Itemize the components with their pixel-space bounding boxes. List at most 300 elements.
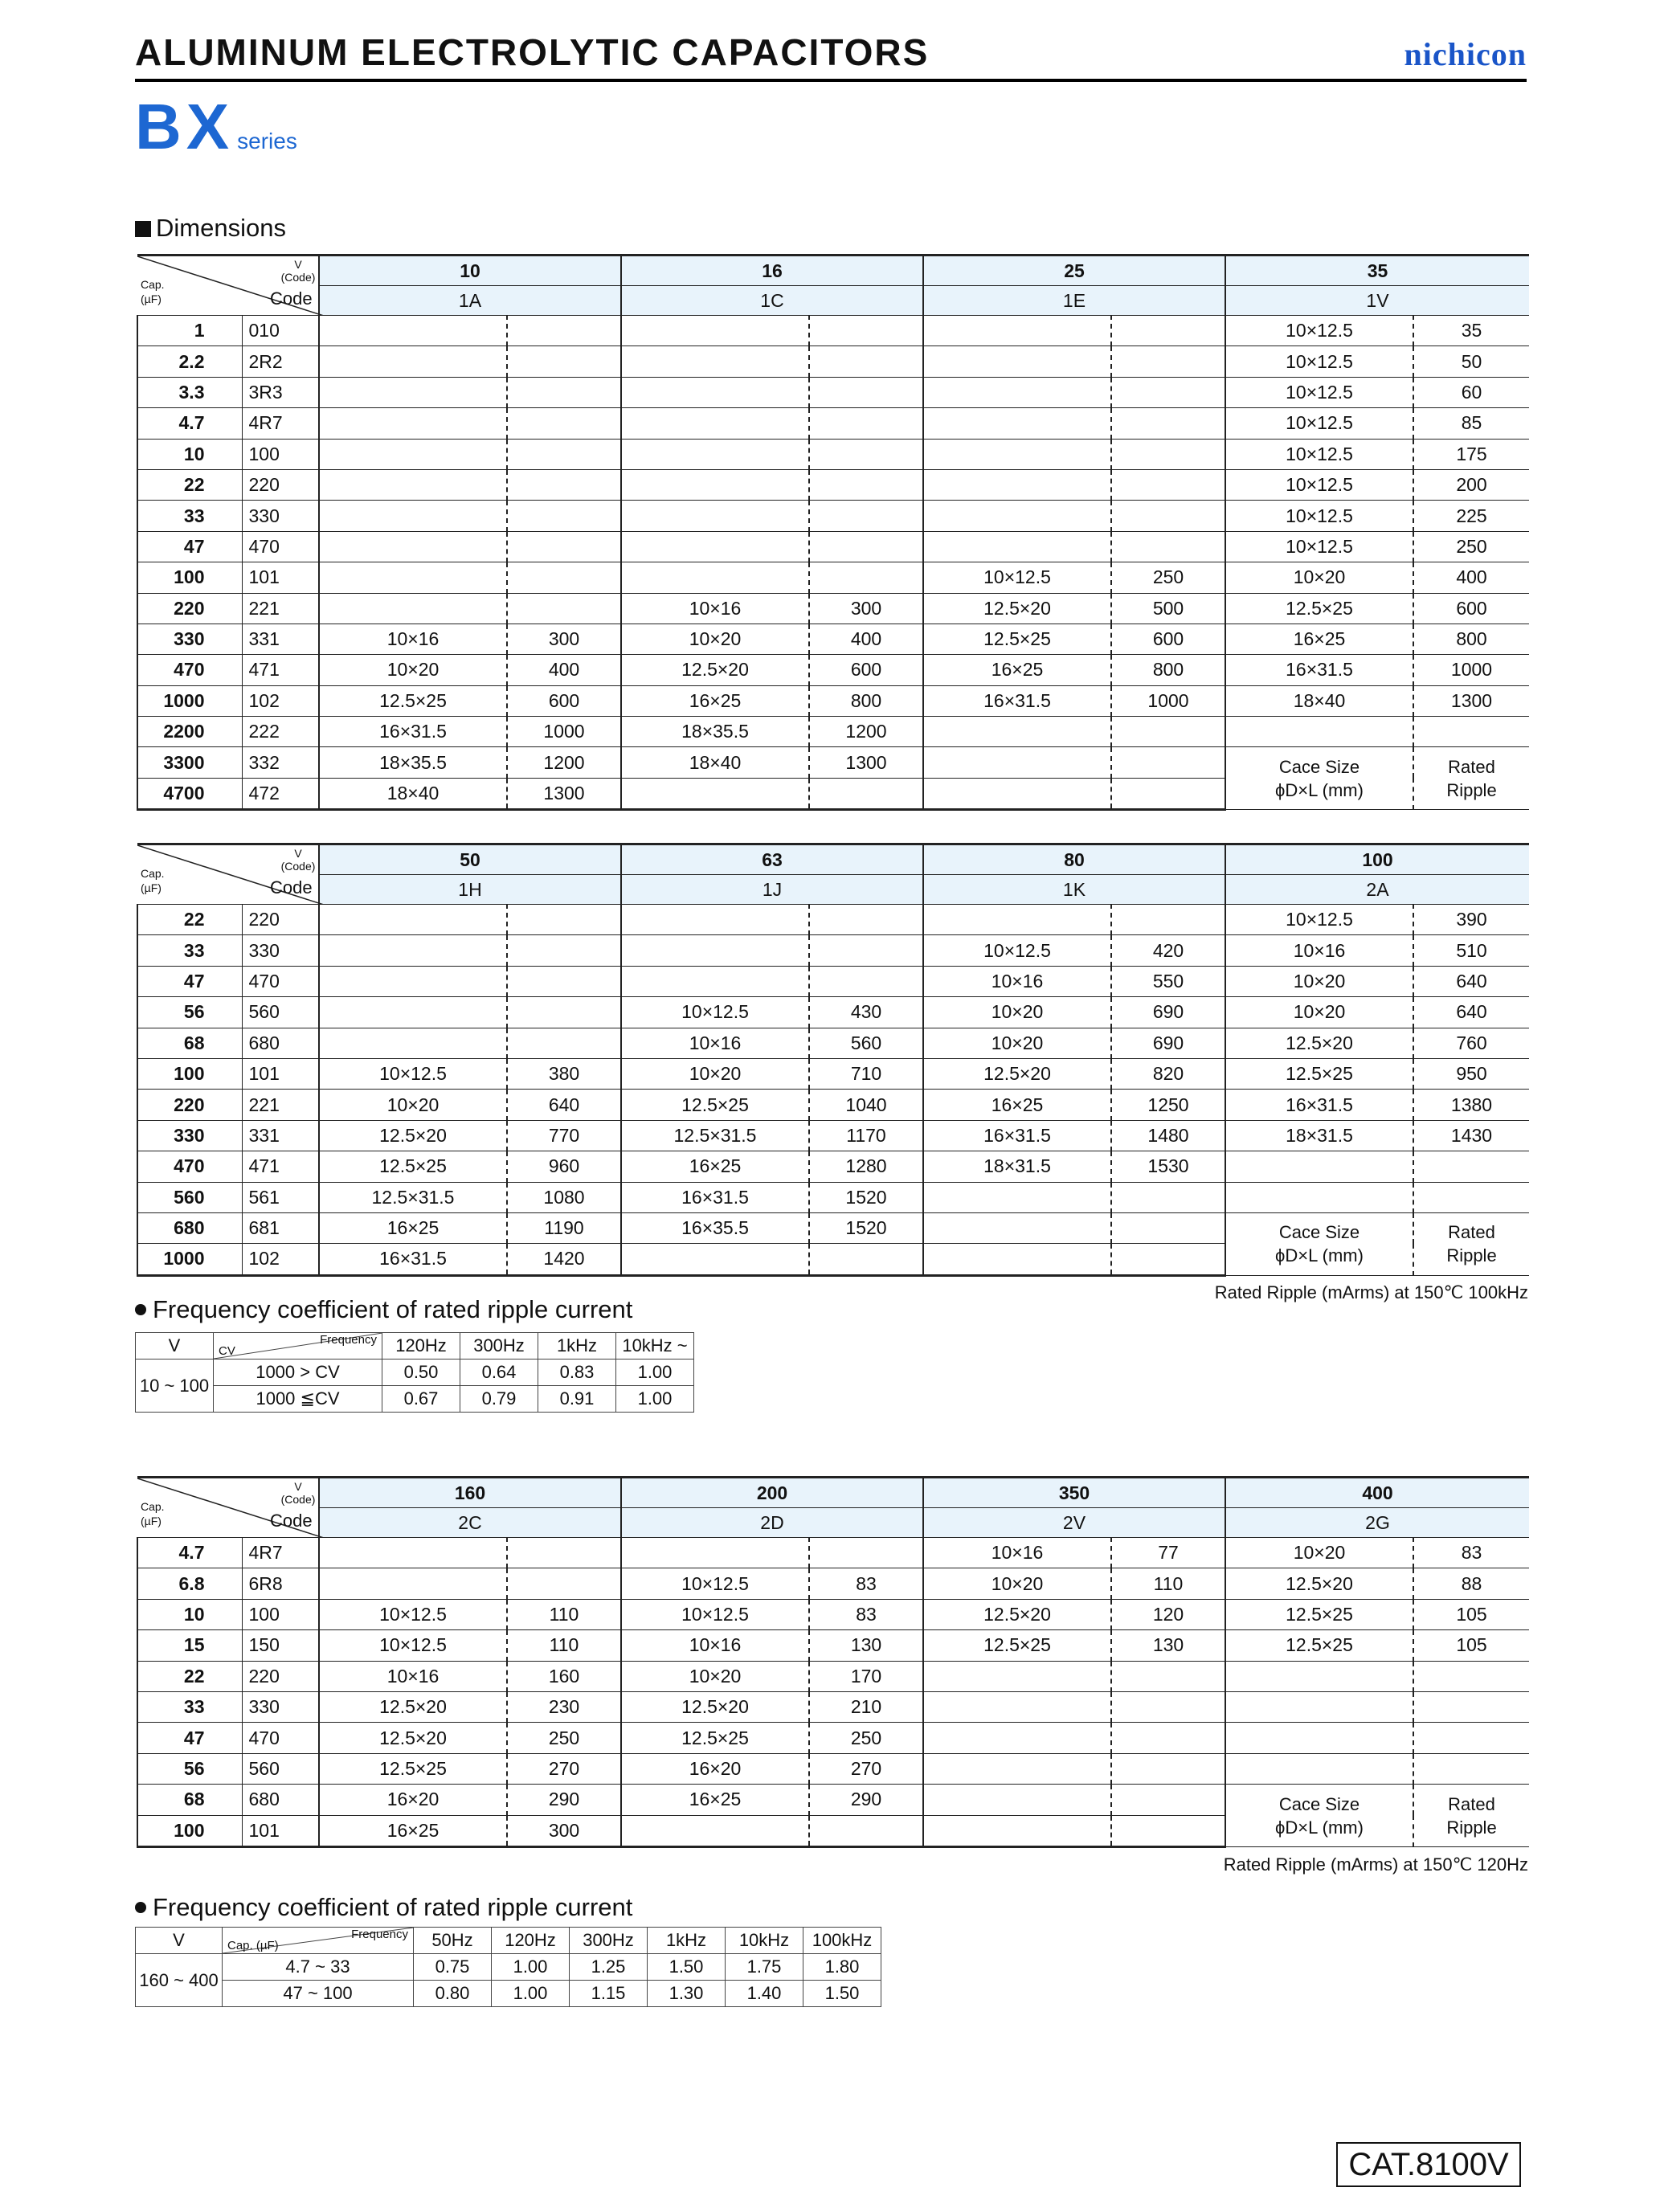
- case-size-cell: 18×40: [319, 778, 507, 809]
- case-size-cell: 16×31.5: [1225, 655, 1413, 685]
- ripple-cell: 1190: [507, 1212, 621, 1243]
- catalog-number: CAT.8100V: [1336, 2142, 1521, 2187]
- ripple-cell: [809, 1538, 923, 1568]
- ripple-cell: 640: [507, 1090, 621, 1120]
- case-size-cell: 16×25: [923, 1090, 1111, 1120]
- ripple-cell: 1430: [1413, 1120, 1529, 1151]
- frequency-header: 100kHz: [803, 1928, 881, 1954]
- ripple-cell: 110: [1111, 1568, 1225, 1599]
- ripple-cell: 105: [1413, 1599, 1529, 1629]
- ripple-cell: 1200: [507, 747, 621, 778]
- case-size-cell: 16×31.5: [319, 717, 507, 747]
- capacitance-cell: 3.3: [137, 377, 242, 407]
- coefficient-cell: 1.00: [616, 1360, 694, 1386]
- table-row: [137, 1058, 1529, 1089]
- case-size-cell: 10×16: [1225, 935, 1413, 966]
- row-label-cell: 1000 > CV: [214, 1360, 382, 1386]
- case-size-cell: [319, 531, 507, 562]
- ripple-cell: [809, 469, 923, 500]
- ripple-cell: [507, 439, 621, 469]
- voltage-header: 25: [923, 256, 1225, 286]
- ripple-cell: 1300: [809, 747, 923, 778]
- case-size-cell: [319, 408, 507, 439]
- table-row: [137, 966, 1529, 996]
- case-size-cell: 10×20: [621, 1661, 809, 1691]
- case-size-cell: 16×25: [621, 1151, 809, 1182]
- case-size-cell: [923, 1212, 1111, 1243]
- cap-code-cell: 220: [242, 469, 319, 500]
- cap-code-cell: 471: [242, 1151, 319, 1182]
- row-label-cell: 1000 ≦CV: [214, 1386, 382, 1413]
- ripple-cell: [809, 1815, 923, 1846]
- freq-corner-header: [223, 1928, 414, 1954]
- table-row: [137, 501, 1529, 531]
- row-key-label: Cap. (µF): [227, 1939, 279, 1952]
- table-row: [137, 624, 1529, 654]
- legend-case-size-line1: Cace Size: [1278, 1222, 1360, 1243]
- case-size-cell: 10×12.5: [319, 1058, 507, 1089]
- case-size-cell: [923, 1244, 1111, 1275]
- row-label-cell: 4.7 ~ 33: [223, 1954, 414, 1981]
- frequency-header: 120Hz: [382, 1333, 460, 1360]
- cap-code-cell: 470: [242, 1723, 319, 1753]
- cap-code-cell: 101: [242, 1058, 319, 1089]
- cap-code-cell: 220: [242, 905, 319, 935]
- cap-code-cell: 2R2: [242, 346, 319, 377]
- ripple-cell: [507, 593, 621, 624]
- ripple-cell: [809, 439, 923, 469]
- table-row: [137, 1090, 1529, 1120]
- case-size-cell: 12.5×20: [923, 593, 1111, 624]
- case-size-cell: [621, 935, 809, 966]
- cap-title: Cap.: [141, 867, 165, 880]
- frequency-label: Frequency: [320, 1333, 377, 1347]
- cap-code-cell: 102: [242, 1244, 319, 1275]
- cap-code-cell: 331: [242, 624, 319, 654]
- capacitance-cell: 4.7: [137, 408, 242, 439]
- ripple-cell: 170: [809, 1661, 923, 1691]
- ripple-cell: 130: [809, 1630, 923, 1661]
- table-row: [137, 439, 1529, 469]
- ripple-cell: [1111, 778, 1225, 809]
- ripple-cell: [809, 531, 923, 562]
- voltage-header-row: [137, 256, 1529, 286]
- voltage-code-header: 1A: [319, 286, 621, 316]
- ripple-cell: 250: [1413, 531, 1529, 562]
- ripple-cell: 1480: [1111, 1120, 1225, 1151]
- ripple-cell: 250: [507, 1723, 621, 1753]
- case-size-cell: [621, 966, 809, 996]
- legend-case-size: [1225, 747, 1413, 810]
- case-size-cell: [319, 469, 507, 500]
- case-size-cell: 12.5×31.5: [319, 1182, 507, 1212]
- table-row: [137, 1212, 1529, 1243]
- table-row: [137, 562, 1529, 593]
- ripple-cell: 560: [809, 1028, 923, 1058]
- ripple-cell: [1111, 377, 1225, 407]
- ripple-cell: [809, 966, 923, 996]
- case-size-cell: 16×20: [319, 1785, 507, 1815]
- capacitance-cell: 100: [137, 1058, 242, 1089]
- capacitance-cell: 47: [137, 966, 242, 996]
- voltage-code-header: 1C: [621, 286, 923, 316]
- table-row: [137, 655, 1529, 685]
- cap-unit: (µF): [141, 1515, 162, 1527]
- case-size-cell: [923, 439, 1111, 469]
- case-size-cell: 10×16: [319, 1661, 507, 1691]
- case-size-cell: 10×20: [1225, 966, 1413, 996]
- capacitance-cell: 3300: [137, 747, 242, 778]
- series-name: [135, 90, 297, 164]
- coefficient-cell: 0.50: [382, 1360, 460, 1386]
- cap-code-cell: 101: [242, 1815, 319, 1846]
- capacitance-cell: 10: [137, 1599, 242, 1629]
- cap-code-cell: 471: [242, 655, 319, 685]
- case-size-cell: 12.5×25: [1225, 1058, 1413, 1089]
- table-row: [137, 1182, 1529, 1212]
- coefficient-cell: 1.75: [726, 1954, 803, 1981]
- case-size-cell: 10×12.5: [319, 1630, 507, 1661]
- cap-label: [141, 277, 165, 306]
- cap-code-cell: 561: [242, 1182, 319, 1212]
- case-size-cell: 10×12.5: [1225, 346, 1413, 377]
- case-size-cell: 10×12.5: [621, 1599, 809, 1629]
- voltage-header: 63: [621, 844, 923, 875]
- coefficient-cell: 0.64: [460, 1360, 538, 1386]
- ripple-cell: [507, 935, 621, 966]
- cap-code-cell: 100: [242, 439, 319, 469]
- cap-code-cell: 681: [242, 1212, 319, 1243]
- ripple-cell: 1420: [507, 1244, 621, 1275]
- coefficient-cell: 0.91: [538, 1386, 616, 1413]
- case-size-cell: [923, 531, 1111, 562]
- ripple-cell: [507, 408, 621, 439]
- case-size-cell: 12.5×20: [923, 1058, 1111, 1089]
- ripple-cell: [809, 935, 923, 966]
- voltage-code-header: 1J: [621, 875, 923, 905]
- case-size-cell: 16×25: [319, 1212, 507, 1243]
- case-size-cell: [923, 1182, 1111, 1212]
- case-size-cell: 16×25: [621, 1785, 809, 1815]
- ripple-cell: [1413, 1723, 1529, 1753]
- table-corner-header: [137, 256, 319, 316]
- case-size-cell: 10×20: [319, 655, 507, 685]
- case-size-cell: 10×20: [1225, 562, 1413, 593]
- legend-case-size-line1: Cace Size: [1278, 756, 1360, 777]
- case-size-cell: 10×12.5: [319, 1599, 507, 1629]
- case-size-cell: [319, 501, 507, 531]
- ripple-cell: [1111, 1691, 1225, 1722]
- ripple-cell: [507, 501, 621, 531]
- case-size-cell: 12.5×20: [319, 1723, 507, 1753]
- case-size-cell: 12.5×25: [319, 1151, 507, 1182]
- cap-code-cell: 221: [242, 1090, 319, 1120]
- frequency-header: 300Hz: [460, 1333, 538, 1360]
- ripple-cell: [809, 501, 923, 531]
- ripple-cell: 1170: [809, 1120, 923, 1151]
- legend-ripple-line1: Rated: [1448, 1793, 1495, 1814]
- case-size-cell: [1225, 717, 1413, 747]
- ripple-cell: 60: [1413, 377, 1529, 407]
- ripple-cell: [1111, 531, 1225, 562]
- case-size-cell: 10×12.5: [1225, 439, 1413, 469]
- capacitance-cell: 220: [137, 1090, 242, 1120]
- coefficient-cell: 0.75: [414, 1954, 492, 1981]
- case-size-cell: 12.5×25: [319, 685, 507, 716]
- cap-code-cell: 560: [242, 1753, 319, 1784]
- case-size-cell: 10×12.5: [1225, 377, 1413, 407]
- capacitance-cell: 680: [137, 1212, 242, 1243]
- case-size-cell: [621, 1538, 809, 1568]
- ripple-cell: 300: [507, 1815, 621, 1846]
- cap-label: [141, 866, 165, 895]
- case-size-cell: 10×12.5: [1225, 531, 1413, 562]
- cap-title: Cap.: [141, 1500, 165, 1513]
- voltage-code-header: 1E: [923, 286, 1225, 316]
- voltage-header-row: [137, 844, 1529, 875]
- frequency-header: 120Hz: [492, 1928, 570, 1954]
- ripple-cell: 1000: [1111, 685, 1225, 716]
- ripple-cell: 640: [1413, 966, 1529, 996]
- coefficient-cell: 1.30: [648, 1981, 726, 2007]
- table-row: [137, 1785, 1529, 1815]
- ripple-cell: 290: [507, 1785, 621, 1815]
- ripple-cell: 820: [1111, 1058, 1225, 1089]
- case-size-cell: 10×12.5: [1225, 905, 1413, 935]
- ripple-cell: 800: [1111, 655, 1225, 685]
- case-size-cell: [319, 562, 507, 593]
- voltage-header: 50: [319, 844, 621, 875]
- table-row: [137, 469, 1529, 500]
- cap-code-cell: 4R7: [242, 1538, 319, 1568]
- case-size-cell: 12.5×25: [923, 624, 1111, 654]
- case-size-cell: 12.5×25: [621, 1090, 809, 1120]
- case-size-cell: 18×40: [621, 747, 809, 778]
- coefficient-cell: 1.00: [616, 1386, 694, 1413]
- capacitance-cell: 68: [137, 1028, 242, 1058]
- table-row: [137, 531, 1529, 562]
- bullet-icon: [135, 1304, 146, 1315]
- ripple-cell: 380: [507, 1058, 621, 1089]
- case-size-cell: 16×25: [621, 685, 809, 716]
- ripple-cell: 210: [809, 1691, 923, 1722]
- dimensions-heading: Dimensions: [135, 214, 286, 243]
- voltage-header: 350: [923, 1478, 1225, 1508]
- ripple-cell: 50: [1413, 346, 1529, 377]
- case-size-cell: [621, 501, 809, 531]
- ripple-cell: [809, 346, 923, 377]
- case-size-cell: [319, 377, 507, 407]
- case-size-cell: 12.5×25: [1225, 1599, 1413, 1629]
- voltage-header: 16: [621, 256, 923, 286]
- voltage-code-header: 2C: [319, 1508, 621, 1538]
- legend-case-size-line2: ϕD×L (mm): [1275, 779, 1364, 800]
- case-size-cell: [319, 316, 507, 346]
- ripple-cell: 77: [1111, 1538, 1225, 1568]
- capacitance-cell: 4700: [137, 778, 242, 809]
- ripple-cell: 600: [1111, 624, 1225, 654]
- voltage-code-header: 2V: [923, 1508, 1225, 1538]
- case-size-cell: 16×31.5: [923, 1120, 1111, 1151]
- ripple-cell: 510: [1413, 935, 1529, 966]
- case-size-cell: 10×20: [923, 1568, 1111, 1599]
- case-size-cell: [923, 1785, 1111, 1815]
- frequency-header: 1kHz: [648, 1928, 726, 1954]
- legend-rated-ripple: [1413, 1212, 1529, 1275]
- ripple-cell: 300: [809, 593, 923, 624]
- ripple-cell: 225: [1413, 501, 1529, 531]
- case-size-cell: [319, 346, 507, 377]
- capacitance-cell: 330: [137, 624, 242, 654]
- case-size-cell: 16×20: [621, 1753, 809, 1784]
- legend-case-size: [1225, 1212, 1413, 1275]
- cap-code-cell: 330: [242, 935, 319, 966]
- row-label-cell: 47 ~ 100: [223, 1981, 414, 2007]
- capacitance-cell: 56: [137, 1753, 242, 1784]
- case-size-cell: 10×12.5: [621, 1568, 809, 1599]
- cap-code-cell: 102: [242, 685, 319, 716]
- table-row: [137, 316, 1529, 346]
- legend-ripple-line1: Rated: [1448, 756, 1495, 777]
- ripple-cell: 640: [1413, 997, 1529, 1028]
- table-row: [137, 1120, 1529, 1151]
- table-corner-header: [137, 844, 319, 905]
- case-size-cell: 12.5×20: [621, 655, 809, 685]
- case-size-cell: 16×25: [319, 1815, 507, 1846]
- code-label: Code: [270, 288, 313, 309]
- case-size-cell: [923, 1723, 1111, 1753]
- dimensions-table-10-35v: [137, 254, 1529, 811]
- ripple-cell: 1200: [809, 717, 923, 747]
- case-size-cell: 16×31.5: [923, 685, 1111, 716]
- ripple-cell: [1111, 717, 1225, 747]
- legend-ripple-line2: Ripple: [1446, 1245, 1497, 1266]
- coefficient-cell: 0.80: [414, 1981, 492, 2007]
- ripple-cell: [507, 1538, 621, 1568]
- legend-case-size-line1: Cace Size: [1278, 1793, 1360, 1814]
- cap-code-cell: 331: [242, 1120, 319, 1151]
- voltage-header: 400: [1225, 1478, 1529, 1508]
- ripple-cell: 1040: [809, 1090, 923, 1120]
- voltage-code-header: 2A: [1225, 875, 1529, 905]
- capacitance-cell: 47: [137, 1723, 242, 1753]
- case-size-cell: [621, 778, 809, 809]
- table-row: [137, 1151, 1529, 1182]
- legend-ripple-line1: Rated: [1448, 1222, 1495, 1243]
- ripple-cell: 1000: [507, 717, 621, 747]
- coefficient-cell: 1.80: [803, 1954, 881, 1981]
- frequency-label: Frequency: [351, 1928, 408, 1941]
- coefficient-cell: 0.79: [460, 1386, 538, 1413]
- ripple-cell: 110: [507, 1630, 621, 1661]
- ripple-cell: 1520: [809, 1182, 923, 1212]
- case-size-cell: [1225, 1661, 1413, 1691]
- rated-ripple-note-100khz: Rated Ripple (mArms) at 150℃ 100kHz: [1214, 1282, 1528, 1302]
- ripple-cell: [1111, 1182, 1225, 1212]
- cap-label: [141, 1499, 165, 1528]
- ripple-cell: [1111, 1212, 1225, 1243]
- case-size-cell: 10×16: [621, 1028, 809, 1058]
- voltage-code-header: 2G: [1225, 1508, 1529, 1538]
- coefficient-cell: 0.67: [382, 1386, 460, 1413]
- case-size-cell: [621, 1815, 809, 1846]
- square-bullet-icon: [135, 221, 151, 237]
- case-size-cell: 12.5×20: [319, 1691, 507, 1722]
- code-header-row: [137, 286, 1529, 316]
- ripple-cell: 130: [1111, 1630, 1225, 1661]
- ripple-cell: [1111, 501, 1225, 531]
- case-size-cell: [621, 439, 809, 469]
- case-size-cell: [319, 966, 507, 996]
- capacitance-cell: 33: [137, 1691, 242, 1722]
- case-size-cell: [923, 316, 1111, 346]
- capacitance-cell: 100: [137, 1815, 242, 1846]
- table-row: [137, 1630, 1529, 1661]
- ripple-cell: [1111, 346, 1225, 377]
- ripple-cell: 400: [1413, 562, 1529, 593]
- case-size-cell: [923, 717, 1111, 747]
- case-size-cell: [621, 316, 809, 346]
- ripple-cell: [507, 905, 621, 935]
- case-size-cell: 12.5×20: [319, 1120, 507, 1151]
- table-row: [136, 1954, 881, 1981]
- case-size-cell: [621, 562, 809, 593]
- ripple-cell: 1300: [1413, 685, 1529, 716]
- ripple-cell: [809, 562, 923, 593]
- case-size-cell: 10×20: [923, 997, 1111, 1028]
- case-size-cell: [923, 501, 1111, 531]
- capacitance-cell: 2.2: [137, 346, 242, 377]
- table-row: [137, 1723, 1529, 1753]
- case-size-cell: [621, 905, 809, 935]
- v-code-label: V (Code): [280, 258, 316, 284]
- ripple-cell: 250: [1111, 562, 1225, 593]
- case-size-cell: [319, 1538, 507, 1568]
- case-size-cell: 12.5×25: [621, 1723, 809, 1753]
- code-header-row: [137, 875, 1529, 905]
- ripple-cell: [1111, 1244, 1225, 1275]
- case-size-cell: [1225, 1723, 1413, 1753]
- table-row: [137, 1028, 1529, 1058]
- case-size-cell: 10×20: [1225, 1538, 1413, 1568]
- case-size-cell: 10×16: [621, 593, 809, 624]
- case-size-cell: 12.5×25: [319, 1753, 507, 1784]
- freq-coefficient-table-2: [135, 1927, 881, 2007]
- case-size-cell: 10×12.5: [923, 562, 1111, 593]
- capacitance-cell: 470: [137, 655, 242, 685]
- row-key-label: CV: [219, 1344, 235, 1358]
- ripple-cell: [507, 562, 621, 593]
- cap-code-cell: 220: [242, 1661, 319, 1691]
- ripple-cell: [1111, 1753, 1225, 1784]
- capacitance-cell: 2200: [137, 717, 242, 747]
- ripple-cell: 105: [1413, 1630, 1529, 1661]
- ripple-cell: 710: [809, 1058, 923, 1089]
- table-row: [137, 685, 1529, 716]
- case-size-cell: 10×20: [923, 1028, 1111, 1058]
- case-size-cell: [319, 997, 507, 1028]
- table-row: [137, 1691, 1529, 1722]
- case-size-cell: [621, 408, 809, 439]
- dimensions-table-50-100v: [137, 843, 1529, 1277]
- capacitance-cell: 100: [137, 562, 242, 593]
- capacitance-cell: 22: [137, 469, 242, 500]
- voltage-header: 200: [621, 1478, 923, 1508]
- ripple-cell: 35: [1413, 316, 1529, 346]
- ripple-cell: [507, 316, 621, 346]
- capacitance-cell: 10: [137, 439, 242, 469]
- cap-code-cell: 332: [242, 747, 319, 778]
